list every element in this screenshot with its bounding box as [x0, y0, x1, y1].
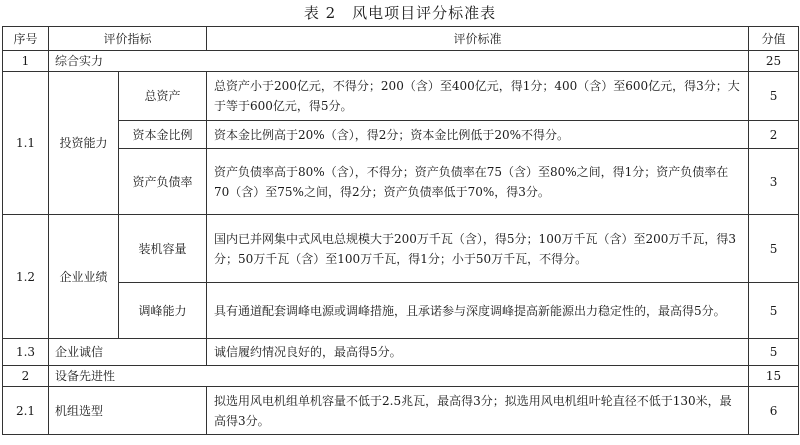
- indicator-group: 企业业绩: [49, 215, 119, 339]
- section-name: 设备先进性: [49, 366, 749, 387]
- indicator-name: 企业诚信: [49, 339, 207, 366]
- row-score: 5: [749, 339, 799, 366]
- header-score: 分值: [749, 27, 799, 51]
- indicator-group: 投资能力: [49, 72, 119, 215]
- criteria-text: 国内已并网集中式风电总规模大于200万千瓦（含），得5分；100万千瓦（含）至200万千瓦，得3分；50万千瓦（含）至100万千瓦，得1分；小于50万千瓦，不得分。: [207, 215, 749, 283]
- row-seq: 1.2: [3, 215, 49, 339]
- header-seq: 序号: [3, 27, 49, 51]
- row-score: 6: [749, 387, 799, 435]
- header-row: [3, 27, 799, 51]
- table-row: [3, 339, 799, 366]
- indicator-name: 装机容量: [119, 215, 207, 283]
- row-score: 3: [749, 149, 799, 215]
- table-row: [3, 283, 799, 339]
- section-score: 15: [749, 366, 799, 387]
- criteria-text: 拟选用风电机组单机容量不低于2.5兆瓦，最高得3分；拟选用风电机组叶轮直径不低于130米，最高得3分。: [207, 387, 749, 435]
- row-score: 2: [749, 121, 799, 149]
- section-seq: 1: [3, 51, 49, 72]
- row-score: 5: [749, 72, 799, 121]
- table-caption: 表 2 风电项目评分标准表: [303, 4, 497, 22]
- scoring-table: [2, 26, 799, 435]
- indicator-name: 资产负债率: [119, 149, 207, 215]
- criteria-text: 资本金比例高于20%（含），得2分；资本金比例低于20%不得分。: [207, 121, 749, 149]
- section-name: 综合实力: [49, 51, 749, 72]
- header-indicator: 评价指标: [49, 27, 207, 51]
- indicator-name: 机组选型: [49, 387, 207, 435]
- criteria-text: 具有通道配套调峰电源或调峰措施，且承诺参与深度调峰提高新能源出力稳定性的，最高得5分。: [207, 283, 749, 339]
- row-seq: 2.1: [3, 387, 49, 435]
- row-score: 5: [749, 283, 799, 339]
- table-row: [3, 387, 799, 435]
- table-row: [3, 121, 799, 149]
- table-row: [3, 149, 799, 215]
- section-score: 25: [749, 51, 799, 72]
- indicator-name: 总资产: [119, 72, 207, 121]
- criteria-text: 诚信履约情况良好的，最高得5分。: [207, 339, 749, 366]
- section-row-1: [3, 51, 799, 72]
- indicator-name: 调峰能力: [119, 283, 207, 339]
- header-criteria: 评价标准: [207, 27, 749, 51]
- indicator-name: 资本金比例: [119, 121, 207, 149]
- criteria-text: 总资产小于200亿元，不得分；200（含）至400亿元，得1分；400（含）至600亿元，得3分；大于等于600亿元，得5分。: [207, 72, 749, 121]
- section-row-2: [3, 366, 799, 387]
- row-seq: 1.1: [3, 72, 49, 215]
- table-row: [3, 72, 799, 121]
- row-seq: 1.3: [3, 339, 49, 366]
- table-row: [3, 215, 799, 283]
- row-score: 5: [749, 215, 799, 283]
- criteria-text: 资产负债率高于80%（含），不得分；资产负债率在75（含）至80%之间，得1分；资产负债率在70（含）至75%之间，得2分；资产负债率低于70%，得3分。: [207, 149, 749, 215]
- section-seq: 2: [3, 366, 49, 387]
